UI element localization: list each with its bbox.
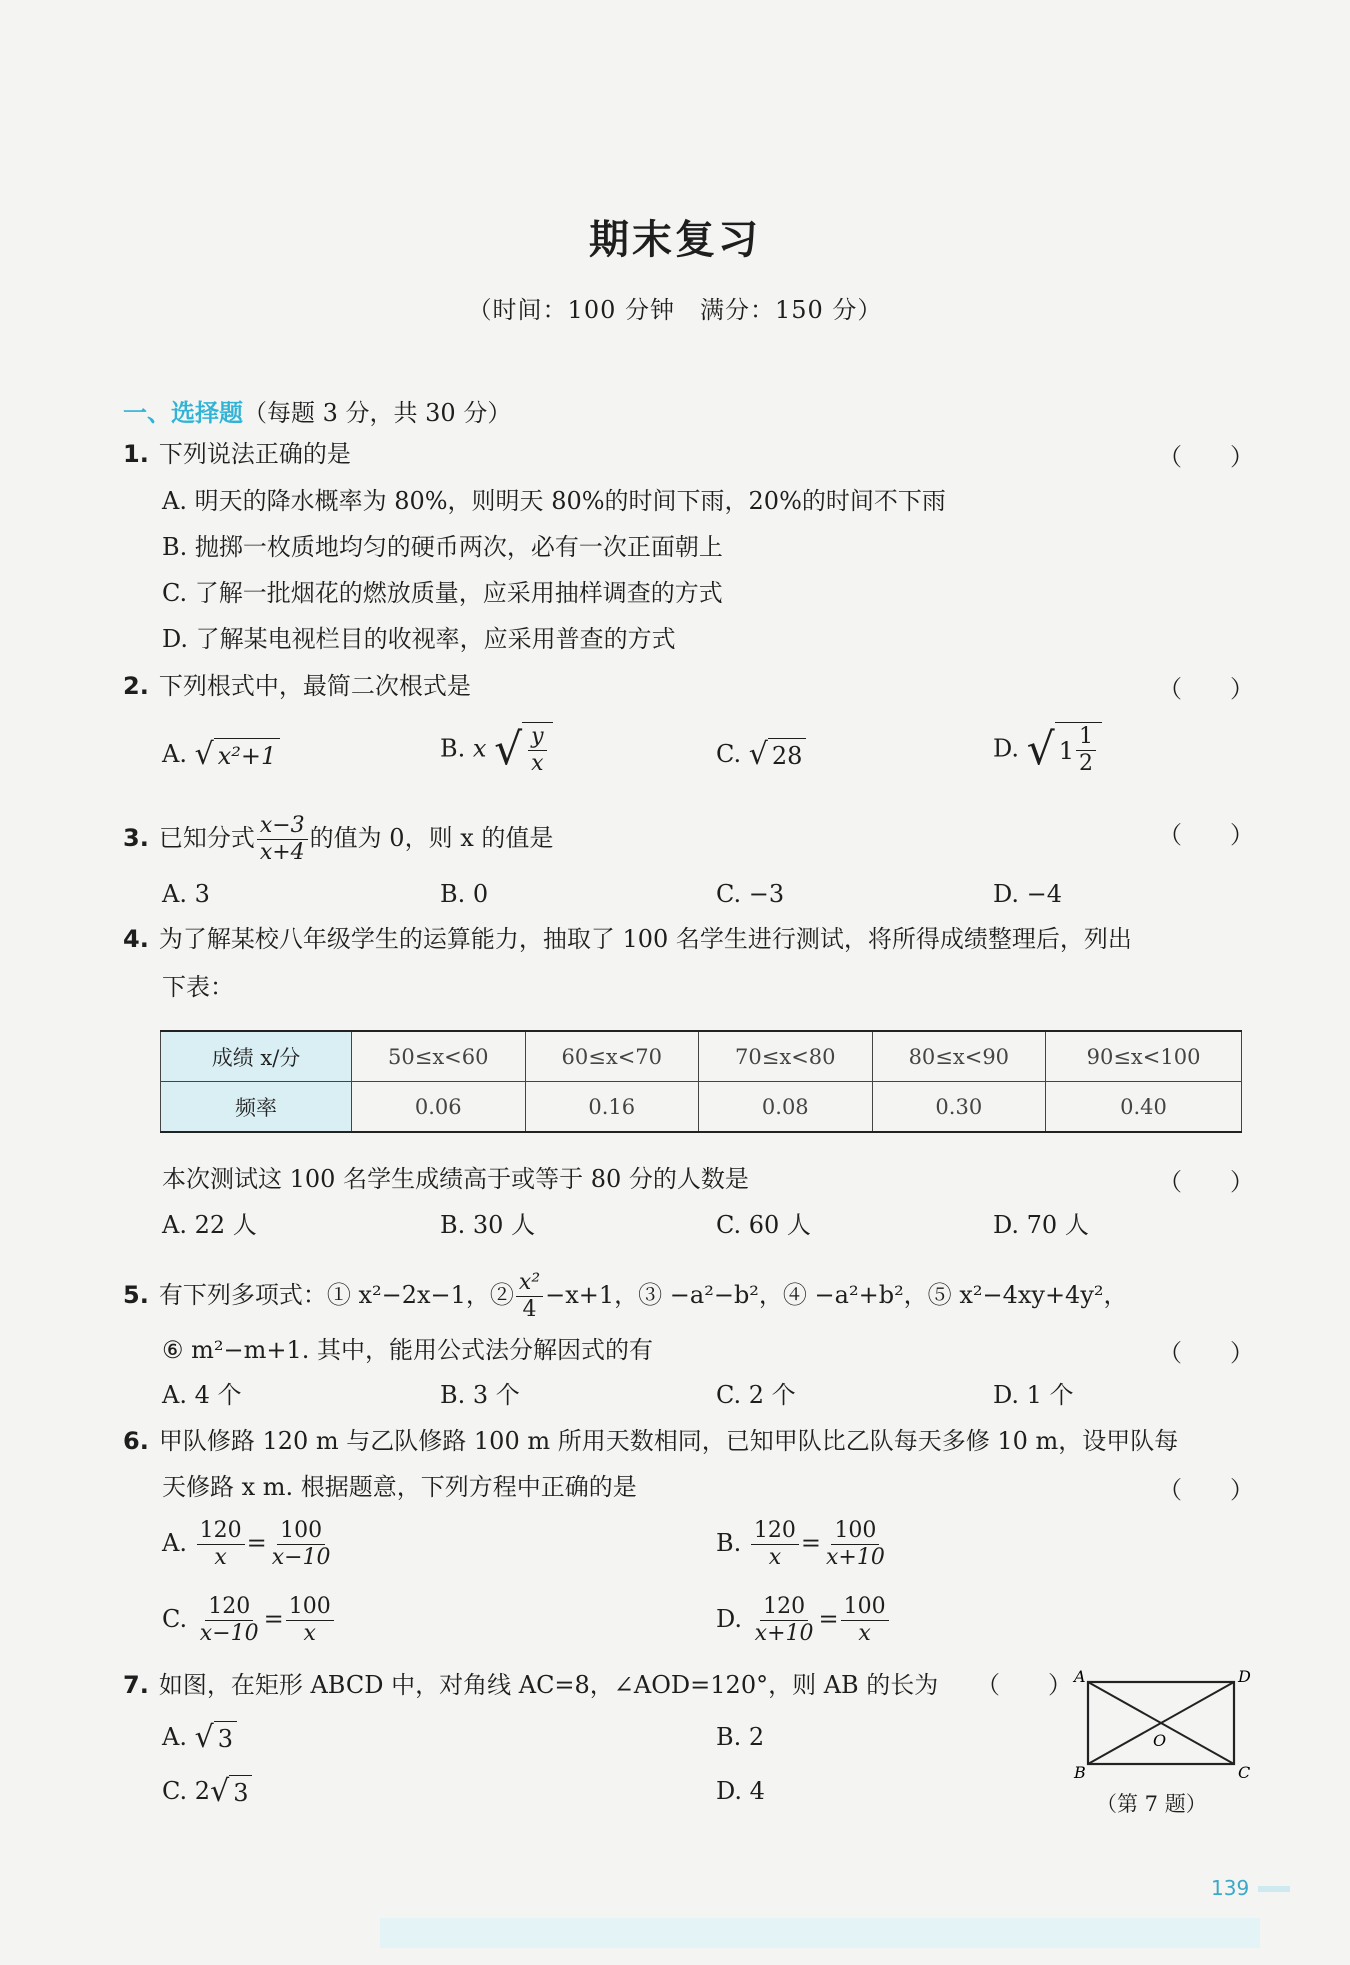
- stem-part: 有下列多项式：① x²−2x−1，②: [158, 1281, 514, 1309]
- option-c: [162, 1774, 252, 1810]
- figure-caption: （第 7 题）: [1096, 1792, 1207, 1816]
- question-stem: 为了解某校八年级学生的运算能力，抽取了 100 名学生进行测试，将所得成绩整理后，列出: [158, 925, 1132, 953]
- table-cell: 60≤x<70: [525, 1031, 699, 1082]
- option-d: D. −4: [993, 880, 1063, 908]
- question-3: [123, 813, 553, 866]
- score-frequency-table: [160, 1030, 1242, 1133]
- stem-part: −x+1，③ −a²−b²，④ −a²+b²，⑤ x²−4xy+4y²，: [545, 1281, 1128, 1309]
- option-d: [993, 722, 1102, 778]
- question-4: [123, 922, 1132, 956]
- option-label: B.: [440, 734, 466, 763]
- answer-bracket: （ ）: [1158, 443, 1254, 471]
- option-a: A. 3: [162, 880, 210, 908]
- fraction: $\frac{1}{2}$: [1076, 724, 1096, 777]
- question-7: [123, 1668, 938, 1702]
- question-number: 2.: [123, 672, 149, 700]
- fraction: $\frac{100}{x-10}$: [271, 1518, 331, 1570]
- option-c: C. 60 人: [716, 1211, 811, 1239]
- table-cell: 0.16: [525, 1082, 699, 1133]
- option-a: A. 22 人: [162, 1211, 257, 1239]
- option-b: B. $\frac{120}{x}$ = $\frac{100}{x+10}$: [716, 1518, 890, 1571]
- coefficient: x: [472, 734, 487, 763]
- fraction: $\frac{120}{x-10}$: [199, 1594, 259, 1646]
- question-number: 4.: [123, 925, 149, 953]
- option-label: A.: [162, 740, 187, 768]
- option-d: D. $\frac{120}{x+10}$ = $\frac{100}{x}$: [716, 1594, 891, 1647]
- vertex-label-d: D: [1238, 1667, 1251, 1686]
- option-label: D.: [716, 1605, 743, 1633]
- option-c: C. $\frac{120}{x-10}$ = $\frac{100}{x}$: [162, 1594, 336, 1647]
- question-stem: 如图，在矩形 ABCD 中，对角线 AC=8，∠AOD=120°，则 AB 的长为: [158, 1671, 939, 1699]
- table-cell: 0.06: [352, 1082, 526, 1133]
- table-header-cell: 成绩 x/分: [161, 1031, 352, 1082]
- option-d: D. 了解某电视栏目的收视率，应采用普查的方式: [162, 625, 676, 653]
- table-cell: 80≤x<90: [872, 1031, 1046, 1082]
- page-number-decoration: [1258, 1886, 1290, 1892]
- page-title: 期末复习: [589, 216, 761, 263]
- option-label: C.: [162, 1605, 188, 1633]
- option-a: A. 明天的降水概率为 80%，则明天 80%的时间下雨，20%的时间不下雨: [162, 487, 946, 515]
- table-cell: 70≤x<80: [699, 1031, 873, 1082]
- question-stem-continued: ⑥ m²−m+1. 其中，能用公式法分解因式的有: [162, 1336, 654, 1364]
- answer-bracket: （ ）: [976, 1671, 1072, 1699]
- answer-bracket: （ ）: [1158, 1339, 1254, 1367]
- option-b: B. 抛掷一枚质地均匀的硬币两次，必有一次正面朝上: [162, 533, 723, 561]
- sqrt-expression: √ 28: [749, 738, 807, 773]
- question-1: [123, 437, 351, 471]
- question-number: 7.: [123, 1671, 149, 1699]
- fraction: $\frac{120}{x}$: [751, 1518, 799, 1571]
- vertex-label-c: C: [1238, 1763, 1251, 1782]
- vertex-label-b: B: [1074, 1763, 1086, 1782]
- question-number: 6.: [123, 1427, 149, 1455]
- table-cell: 90≤x<100: [1046, 1031, 1242, 1082]
- option-b: B. 2: [716, 1723, 765, 1751]
- question-stem-continued: 天修路 x m. 根据题意，下列方程中正确的是: [162, 1473, 637, 1501]
- option-d: D. 70 人: [993, 1211, 1089, 1239]
- bottom-decoration-band: [380, 1918, 1260, 1948]
- table-header-cell: 频率: [161, 1082, 352, 1133]
- question-stem: 下列根式中，最简二次根式是: [158, 672, 471, 700]
- option-a: [162, 1720, 237, 1756]
- stem-part: 的值为 0，则 x 的值是: [309, 824, 554, 852]
- option-c: C. 了解一批烟花的燃放质量，应采用抽样调查的方式: [162, 579, 723, 607]
- section-label: 一、选择题: [123, 398, 243, 427]
- table-cell: 0.08: [699, 1082, 873, 1133]
- table-cell: 0.40: [1046, 1082, 1242, 1133]
- fraction: $\frac{100}{x}$: [841, 1594, 889, 1647]
- question-stem: 甲队修路 120 m 与乙队修路 100 m 所用天数相同，已知甲队比乙队每天多修 10 m，设甲队每: [158, 1427, 1179, 1455]
- sqrt-expression: √ x²+1: [195, 738, 281, 773]
- fraction: $\frac{\text{x²}}{4}$: [516, 1270, 543, 1323]
- question-5: [123, 1270, 1128, 1323]
- table-row: [161, 1082, 1242, 1133]
- radicand: x²+1: [217, 742, 277, 770]
- question-number: 1.: [123, 440, 149, 468]
- fraction: $\frac{x-3}{x+4}$: [257, 813, 308, 866]
- vertex-label-a: A: [1074, 1667, 1086, 1686]
- option-label: B.: [716, 1529, 742, 1557]
- fraction: $\frac{120}{x}$: [197, 1518, 245, 1571]
- answer-bracket: （ ）: [1158, 1168, 1254, 1196]
- answer-bracket: （ ）: [1158, 1476, 1254, 1504]
- option-a: A. 4 个: [162, 1381, 242, 1409]
- question-number: 5.: [123, 1281, 149, 1309]
- question-6: [123, 1424, 1178, 1458]
- question-stem-continued: 本次测试这 100 名学生成绩高于或等于 80 分的人数是: [162, 1165, 749, 1193]
- page-number: 139: [1211, 1876, 1250, 1900]
- option-label: C.: [162, 1777, 188, 1805]
- sqrt-expression: √ 1 $\frac{1}{2}$: [1027, 722, 1102, 778]
- question-stem: 下列说法正确的是: [158, 440, 351, 468]
- fraction: $\frac{y}{x}$: [528, 724, 546, 777]
- sqrt-expression: √ 3: [195, 1721, 237, 1756]
- coefficient: 2: [194, 1777, 211, 1805]
- fraction: $\frac{100}{x}$: [286, 1594, 334, 1647]
- section-note: （每题 3 分，共 30 分）: [243, 399, 512, 427]
- option-label: A.: [162, 1529, 187, 1557]
- section-heading: [123, 393, 511, 428]
- table-cell: 0.30: [872, 1082, 1046, 1133]
- option-d: D. 4: [716, 1777, 765, 1805]
- fraction: $\frac{100}{x+10}$: [826, 1518, 885, 1570]
- exam-info: （时间：100 分钟 满分：150 分）: [467, 296, 883, 324]
- option-c: C. −3: [716, 880, 785, 908]
- option-b: B. 30 人: [440, 1211, 536, 1239]
- stem-part: 已知分式: [158, 824, 255, 852]
- question-2: [123, 669, 471, 703]
- table-cell: 50≤x<60: [352, 1031, 526, 1082]
- sqrt-expression: √ 3: [210, 1775, 252, 1810]
- fraction: $\frac{120}{x+10}$: [754, 1594, 814, 1646]
- option-c: [716, 737, 806, 773]
- option-a: [162, 737, 280, 773]
- answer-bracket: （ ）: [1158, 675, 1254, 703]
- option-b: B. 0: [440, 880, 489, 908]
- option-c: C. 2 个: [716, 1381, 796, 1409]
- sqrt-expression: √ $\frac{y}{x}$: [494, 722, 552, 778]
- option-label: A.: [162, 1723, 187, 1751]
- rectangle-figure: [1072, 1664, 1252, 1794]
- option-label: D.: [993, 734, 1020, 763]
- center-label-o: O: [1153, 1731, 1167, 1750]
- table-row: [161, 1031, 1242, 1082]
- option-a: A. $\frac{120}{x}$ = $\frac{100}{x-10}$: [162, 1518, 336, 1571]
- question-stem-continued: 下表：: [162, 973, 234, 1001]
- option-b: B. 3 个: [440, 1381, 520, 1409]
- answer-bracket: （ ）: [1158, 821, 1254, 849]
- option-b: [440, 722, 553, 778]
- option-label: C.: [716, 740, 742, 768]
- question-number: 3.: [123, 824, 149, 852]
- option-d: D. 1 个: [993, 1381, 1074, 1409]
